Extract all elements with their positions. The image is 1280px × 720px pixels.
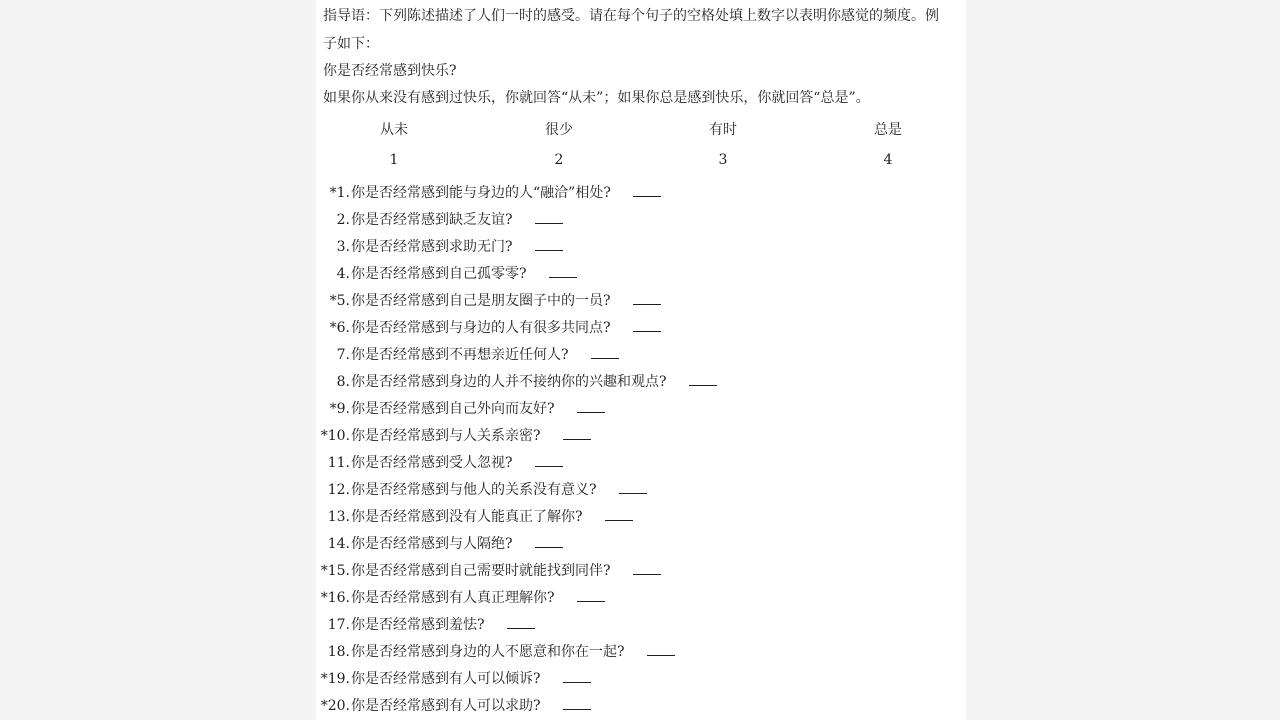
answer-blank[interactable] — [577, 412, 605, 413]
answer-blank[interactable] — [563, 682, 591, 683]
question-item — [316, 614, 535, 636]
question-item — [316, 587, 605, 609]
question-text: 你是否经常感到自己外向而友好? — [351, 401, 555, 417]
scale-label-rarely: 很少 — [545, 122, 573, 138]
question-number: 7. — [336, 347, 350, 363]
question-item — [316, 533, 563, 555]
question-number: *6. — [329, 320, 350, 336]
question-text: 你是否经常感到有人可以倾诉? — [351, 671, 541, 687]
question-number: 14. — [327, 536, 350, 552]
question-number: 18. — [327, 644, 350, 660]
scale-label-sometimes: 有时 — [709, 122, 737, 138]
question-number: *1. — [329, 185, 350, 201]
question-item — [316, 479, 647, 501]
question-number: 8. — [336, 374, 350, 390]
question-text: 你是否经常感到没有人能真正了解你? — [351, 509, 583, 525]
question-number: 2. — [336, 212, 350, 228]
example-question: 你是否经常感到快乐? — [323, 63, 457, 79]
answer-blank[interactable] — [633, 304, 661, 305]
answer-blank[interactable] — [633, 331, 661, 332]
answer-blank[interactable] — [689, 385, 717, 386]
question-text: 你是否经常感到羞怯? — [351, 617, 485, 633]
answer-blank[interactable] — [549, 277, 577, 278]
question-number: 12. — [327, 482, 350, 498]
question-text: 你是否经常感到与人隔绝? — [351, 536, 513, 552]
question-text: 你是否经常感到与他人的关系没有意义? — [351, 482, 597, 498]
question-item — [316, 182, 661, 204]
question-item — [316, 425, 591, 447]
question-number: 11. — [327, 455, 350, 471]
answer-blank[interactable] — [535, 223, 563, 224]
question-item — [316, 452, 563, 474]
question-number: 4. — [336, 266, 350, 282]
answer-blank[interactable] — [507, 628, 535, 629]
example-answer: 如果你从来没有感到过快乐，你就回答“从未”；如果你总是感到快乐，你就回答“总是”。 — [323, 90, 870, 106]
question-number: *16. — [320, 590, 350, 606]
answer-blank[interactable] — [535, 250, 563, 251]
answer-blank[interactable] — [563, 709, 591, 710]
question-item — [316, 668, 591, 690]
answer-blank[interactable] — [605, 520, 633, 521]
question-text: 你是否经常感到自己需要时就能找到同伴? — [351, 563, 611, 579]
instruction-line-1: 指导语：下列陈述描述了人们一时的感受。请在每个句子的空格处填上数字以表明你感觉的频度。例 — [323, 8, 939, 24]
question-text: 你是否经常感到自己是朋友圈子中的一员? — [351, 293, 611, 309]
question-item — [316, 398, 605, 420]
question-number: *5. — [329, 293, 350, 309]
question-item — [316, 371, 717, 393]
question-item — [316, 344, 619, 366]
question-text: 你是否经常感到自己孤零零? — [351, 266, 527, 282]
question-text: 你是否经常感到不再想亲近任何人? — [351, 347, 569, 363]
question-number: *15. — [320, 563, 350, 579]
question-text: 你是否经常感到受人忽视? — [351, 455, 513, 471]
instruction-line-2: 子如下： — [323, 36, 379, 52]
answer-blank[interactable] — [577, 601, 605, 602]
scale-values-row — [316, 150, 966, 170]
question-text: 你是否经常感到有人真正理解你? — [351, 590, 555, 606]
scale-value-1: 1 — [389, 152, 399, 168]
question-text: 你是否经常感到缺乏友谊? — [351, 212, 513, 228]
answer-blank[interactable] — [563, 439, 591, 440]
question-item — [316, 290, 661, 312]
question-text: 你是否经常感到与身边的人有很多共同点? — [351, 320, 611, 336]
answer-blank[interactable] — [647, 655, 675, 656]
question-number: *19. — [320, 671, 350, 687]
question-number: 17. — [327, 617, 350, 633]
questionnaire-page — [316, 0, 966, 720]
answer-blank[interactable] — [619, 493, 647, 494]
question-item — [316, 236, 563, 258]
question-item — [316, 641, 675, 663]
question-item — [316, 560, 661, 582]
question-item — [316, 263, 577, 285]
question-text: 你是否经常感到身边的人不愿意和你在一起? — [351, 644, 625, 660]
question-number: *20. — [320, 698, 350, 714]
answer-blank[interactable] — [535, 466, 563, 467]
answer-blank[interactable] — [633, 574, 661, 575]
scale-value-4: 4 — [883, 152, 893, 168]
question-text: 你是否经常感到与人关系亲密? — [351, 428, 541, 444]
question-item — [316, 695, 591, 717]
question-number: *10. — [320, 428, 350, 444]
question-item — [316, 506, 633, 528]
answer-blank[interactable] — [535, 547, 563, 548]
scale-labels-row — [316, 120, 966, 140]
answer-blank[interactable] — [591, 358, 619, 359]
question-text: 你是否经常感到有人可以求助? — [351, 698, 541, 714]
question-number: 13. — [327, 509, 350, 525]
scale-value-2: 2 — [554, 152, 564, 168]
question-number: 3. — [336, 239, 350, 255]
scale-value-3: 3 — [718, 152, 728, 168]
question-text: 你是否经常感到能与身边的人“融洽”相处? — [351, 185, 611, 201]
question-item — [316, 209, 563, 231]
question-item — [316, 317, 661, 339]
answer-blank[interactable] — [633, 196, 661, 197]
question-number: *9. — [329, 401, 350, 417]
question-text: 你是否经常感到求助无门? — [351, 239, 513, 255]
scale-label-always: 总是 — [874, 122, 902, 138]
question-text: 你是否经常感到身边的人并不接纳你的兴趣和观点? — [351, 374, 667, 390]
scale-label-never: 从未 — [380, 122, 408, 138]
